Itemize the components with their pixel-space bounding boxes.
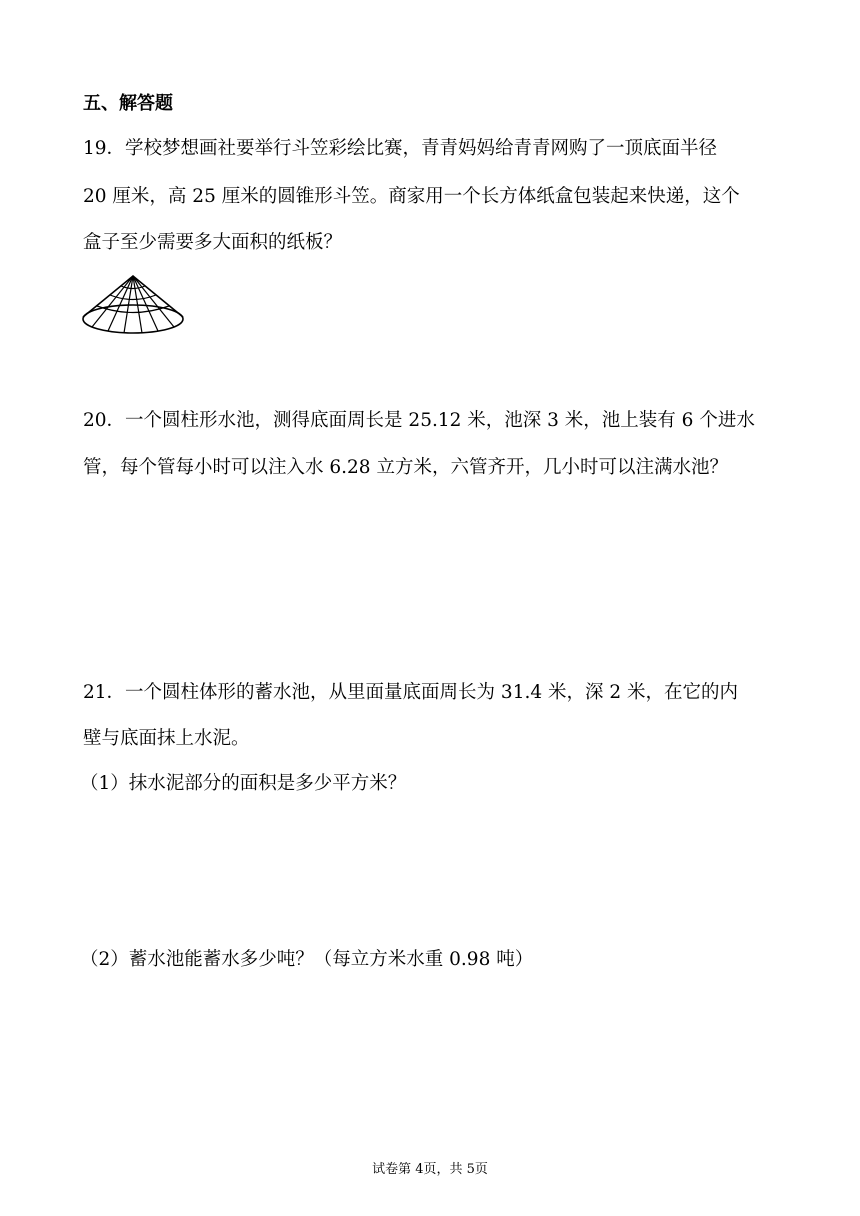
question-21-line-1: 21．一个圆柱体形的蓄水池，从里面量底面周长为 31.4 米，深 2 米，在它的内 xyxy=(83,682,739,703)
question-21-part-2: （2）蓄水池能蓄水多少吨？（每立方米水重 0.98 吨） xyxy=(80,949,534,970)
question-19-line-1: 19．学校梦想画社要举行斗笠彩绘比赛，青青妈妈给青青网购了一顶底面半径 xyxy=(83,138,718,159)
question-21-part-1: （1）抹水泥部分的面积是多少平方米？ xyxy=(80,773,407,794)
question-20-line-2: 管，每个管每小时可以注入水 6.28 立方米，六管齐开，几小时可以注满水池？ xyxy=(83,457,728,478)
section-heading: 五、解答题 xyxy=(83,93,173,114)
page-footer: 试卷第 4页，共 5页 xyxy=(372,1162,488,1177)
question-19-line-3: 盒子至少需要多大面积的纸板？ xyxy=(83,232,343,253)
question-20-line-1: 20．一个圆柱形水池，测得底面周长是 25.12 米，池深 3 米，池上装有 6 个进水 xyxy=(83,410,755,431)
question-19-line-2: 20 厘米，高 25 厘米的圆锥形斗笠。商家用一个长方体纸盒包装起来快递，这个 xyxy=(83,186,740,207)
question-21-line-2: 壁与底面抹上水泥。 xyxy=(83,728,250,749)
conical-hat-icon xyxy=(80,273,186,337)
